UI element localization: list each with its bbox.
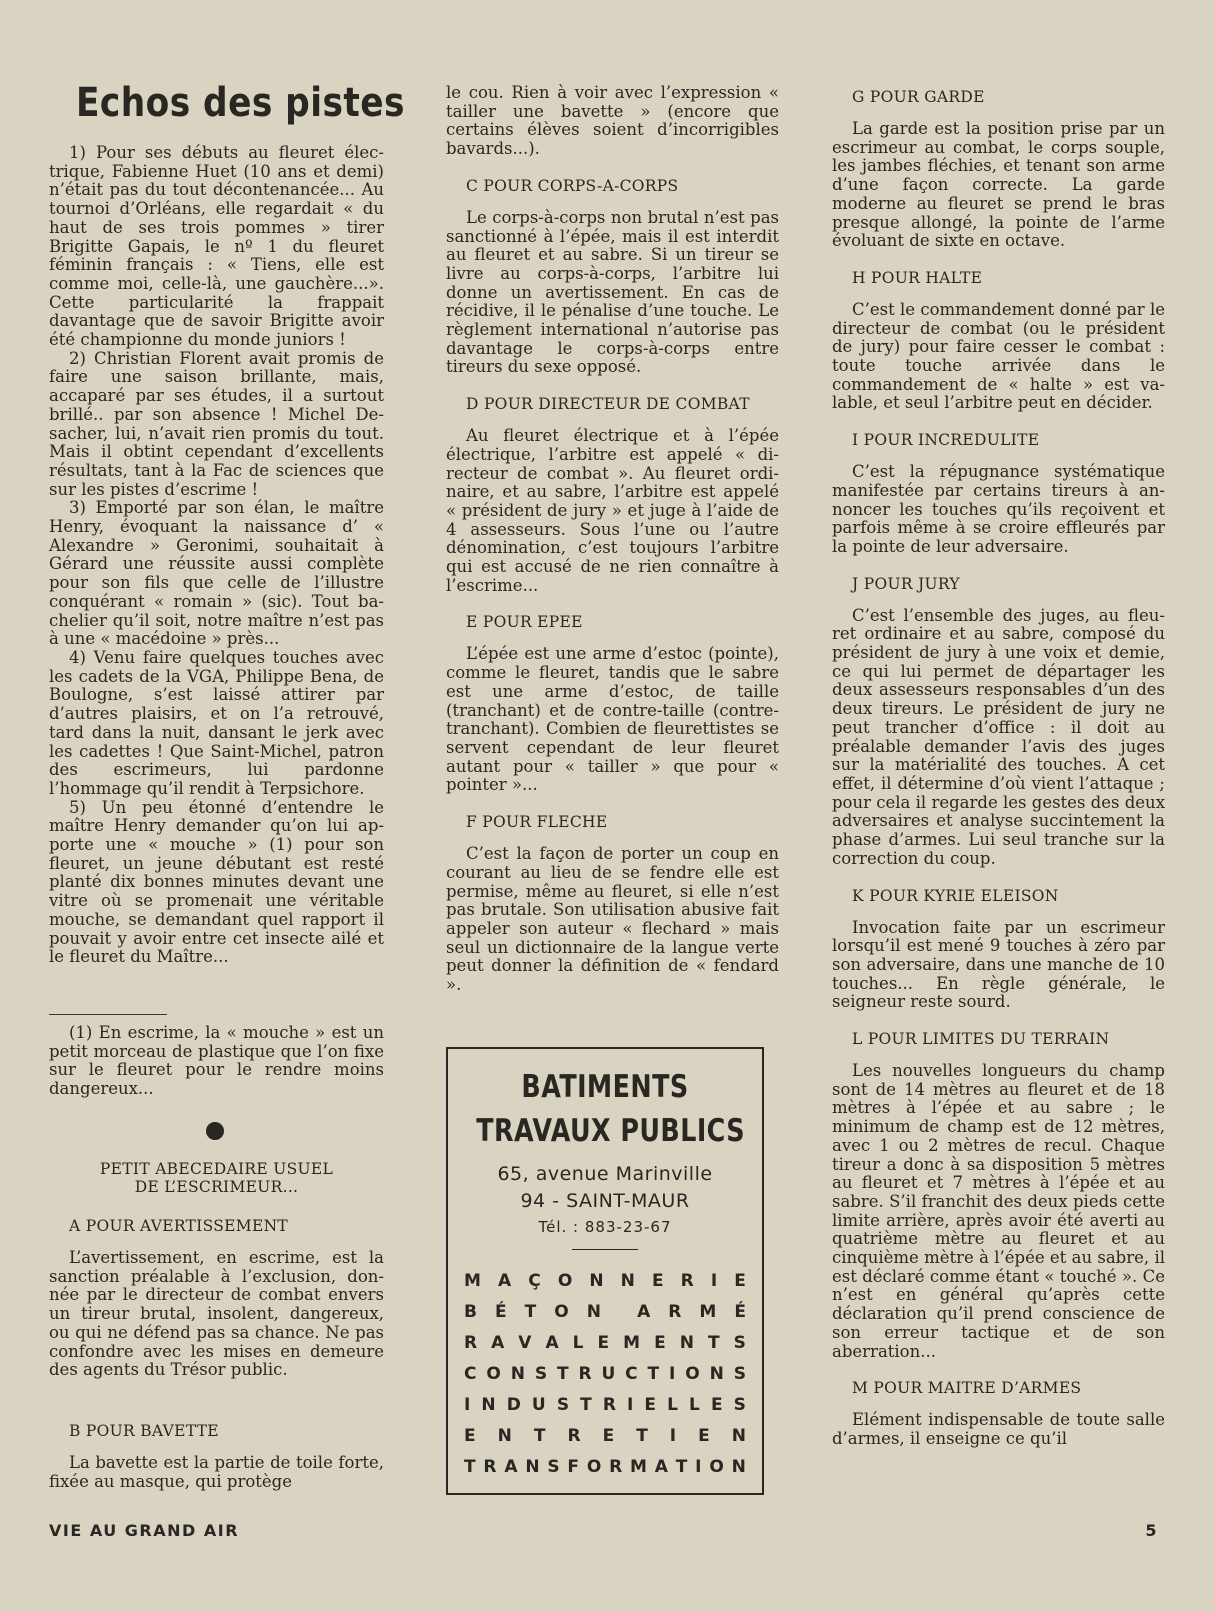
entry-text: L’épée est une arme d’estoc (pointe), comme le fleuret, tandis que le sabre est une arme d’estoc, de taille (tranchant) et de contre-taille (contre-tranchant). Combien de fleurettistes se servent cependant de leur fleuret autant pour « tailler » que pour « pointer »... [446,644,779,795]
entry-text: L’avertissement, en escrime, est la sanction préalable à l’exclusion, donnée par le directeur de combat envers un tireur brutal, insolent, dangereux, ou qui ne défend pas sa chance. Ne pas confondre avec les mises en demeure des agents du Trésor public. [49,1248,384,1380]
entry-heading: C POUR CORPS-A-CORPS [466,176,679,195]
section-bullet [206,1122,224,1140]
column-2 [446,84,779,995]
column-3 [832,88,1165,1449]
ad-divider [572,1249,638,1250]
ad-service: I N D U S T R I E L L E S [464,1395,746,1415]
entry-text: Le corps-à-corps non brutal n’est pas sanctionné à l’épée, mais il est interdit au fleuret et au sabre. Si un tireur se livre au corps-à-corps, l’arbitre lui donne un avertissement. En cas de récidive, il le pénalise d’une touche. Le règlement international n’autorise pas davantage le corps-à-corps entre tireurs du sexe opposé. [446,207,779,377]
entry-heading: K POUR KYRIE ELEISON [852,886,1059,905]
entry-heading: B POUR BAVETTE [69,1422,219,1440]
echo-item: 1) Pour ses débuts au fleuret électrique, Fabienne Huet (10 ans et demi) n’était pas du tout décontenancée... Au tournoi d’Orléans, elle regardait « du haut de ses trois pommes » tirer Brigitte Gapais, le nº 1 du fleuret féminin français : « Tiens, elle est comme moi, celle-là, une gauchère...». Cette particularité la frappait davantage que de savoir Brigitte avoir été championne du monde juniors ! [49,143,384,350]
echo-item: 4) Venu faire quelques touches avec les cadets de la VGA, Philippe Bena, de Boulogne, s’est laissé attirer par d’autres plaisirs, et on l’a retrouvé, tard dans la nuit, dansant le jerk avec les cadettes ! Que Saint-Michel, patron des escrimeurs, lui pardonne l’hommage qu’il rendit à Terpsichore. [49,647,384,798]
entry-heading: A POUR AVERTISSEMENT [69,1217,289,1235]
echo-item: 2) Christian Florent avait promis de faire une saison brillante, mais, accaparé par ses études, il a surtout brillé.. par son absence ! Michel Desacher, lui, n’avait rien promis du tout. Mais il obtint cependant d’excellents résultats, tant à la Fac de sciences que sur les pistes d’escrime ! [49,348,384,499]
article-title: Echos des pistes [76,80,405,126]
ad-company-line1: BATIMENTS [521,1069,689,1105]
entry-b-continued: le cou. Rien à voir avec l’expression « tailler une bavette » (encore que certains élèves soient d’incorrigibles bavards...). [446,83,779,159]
ad-service: B É T O N A R M É [464,1302,746,1322]
entry-text: C’est l’ensemble des juges, au fleuret ordinaire et au sabre, composé du président de jury à une voix et demie, ce qui lui permet de départager les deux assesseurs responsables d’un des deux tireurs. Le président de jury ne peut trancher d’office : il doit au préalable demander l’avis des juges sur la matérialité des touches. A cet effet, il détermine d’où vient l’attaque ; pour cela il regarde les gestes des deux adversaires et analyse succintement la phase d’armes. Lui seul tranche sur la correction du coup. [832,605,1165,868]
entry-text: C’est le commandement donné par le directeur de combat (ou le président de jury) pour faire cesser le combat : toute touche arrivée dans le commandement de « halte » est valable, et seul l’arbitre peut en décider. [832,299,1165,413]
footnote: (1) En escrime, la « mouche » est un petit morceau de plastique que l’on fixe sur le fleuret pour le rendre moins dangereux... [49,1023,384,1099]
entry-heading: J POUR JURY [852,574,960,593]
ad-city: 94 - SAINT-MAUR [520,1190,690,1212]
advertisement-box [446,1047,764,1495]
echo-item: 3) Emporté par son élan, le maître Henry, évoquant la naissance d’ « Alexandre » Geronimi, souhaitait à Gérard une réussite aussi complète pour son fils que celle de l’illustre conquérant « romain » (sic). Tout bachelier qu’il soit, notre maître n’est pas à une « macédoine » près... [49,498,384,649]
entry-heading: F POUR FLECHE [466,813,608,832]
ad-service: R A V A L E M E N T S [464,1333,746,1353]
page-number: 5 [1145,1521,1158,1540]
entry-text: C’est la façon de porter un coup en courant au lieu de se fendre elle est permise, même au fleuret, si elle n’est pas brutale. Son utilisation abusive fait appeler son auteur « flechard » mais seul un dictionnaire de la langue verte peut donner la définition de « fendard ». [446,844,779,995]
ad-service: C O N S T R U C T I O N S [464,1364,746,1384]
entry-heading: E POUR EPEE [466,613,583,632]
ad-address: 65, avenue Marinville [497,1163,713,1185]
ad-service: T R A N S F O R M A T I O N [464,1457,746,1477]
entry-heading: M POUR MAITRE D’ARMES [852,1379,1082,1398]
entry-text: Elément indispensable de toute salle d’armes, il enseigne ce qu’il [832,1410,1165,1448]
footnote-divider [49,1014,167,1015]
entry-b [49,1422,384,1491]
entry-heading: I POUR INCREDULITE [852,431,1040,450]
ad-telephone: Tél. : 883-23-67 [538,1218,672,1236]
entry-heading: D POUR DIRECTEUR DE COMBAT [466,395,750,414]
entry-text: Au fleuret électrique et à l’épée électrique, l’arbitre est appelé « directeur de combat ». Au fleuret ordinaire, et au sabre, l’arbitre est appelé « président de jury » et juge à l’aide de 4 assesseurs. Sous l’une ou l’autre dénomination, c’est toujours l’arbitre qui est accusé de ne rien connaître à l’escrime... [446,426,779,595]
publication-name: VIE AU GRAND AIR [49,1521,240,1540]
echo-item: 5) Un peu étonné d’entendre le maître Henry demander qu’on lui apporte une « mouche » (1) pour son fleuret, un jeune débutant est resté planté dix bonnes minutes devant une vitre où se promenait une véritable mouche, se demandant quel rapport il pouvait y avoir entre cet insecte ailé et le fleuret du Maître... [49,797,384,967]
entry-heading: L POUR LIMITES DU TERRAIN [852,1030,1110,1049]
entry-a [49,1217,384,1380]
ad-service: M A Ç O N N E R I E [464,1271,746,1291]
entry-text: Les nouvelles longueurs du champ sont de 14 mètres au fleuret et de 18 mètres à l’épée et au sabre ; le minimum de champ est de 12 mètres, avec 1 ou 2 mètres de recul. Chaque tireur a donc à sa disposition 5 mètres au fleuret et 7 mètres à l’épée et au sabre. S’il franchit des deux pieds cette limite arrière, après avoir été averti au quatrième mètre au fleuret et au cinquième mètre à l’épée et au sabre, il est déclaré comme étant « touché ». Ce n’est en général qu’après cette déclaration qu’il prend conscience de son erreur tactique et de son aberration... [832,1061,1165,1361]
ad-company-line2: TRAVAUX PUBLICS [476,1113,745,1149]
column-1 [49,144,384,967]
ad-service: E N T R E T I E N [464,1426,746,1446]
entry-text: C’est la répugnance systématique manifestée par certains tireurs à annoncer les touches qu’ils reçoivent et parfois même à se croire effleurés par la pointe de leur adversaire. [832,462,1165,556]
entry-heading: G POUR GARDE [852,88,985,106]
abecedaire-title: PETIT ABECEDAIRE USUEL DE L’ESCRIMEUR... [99,1160,334,1196]
footnote-block [49,1024,384,1099]
entry-text: La garde est la position prise par un escrimeur au combat, le corps souple, les jambes fléchies, et tenant son arme d’une façon correcte. La garde moderne au fleuret se prend le bras presque allongé, la pointe de l’arme évoluant de sixte en octave. [832,119,1165,251]
entry-text: Invocation faite par un escrimeur lorsqu’il est mené 9 touches à zéro par son adversaire, dans une manche de 10 touches... En règle générale, le seigneur reste sourd. [832,917,1165,1012]
entry-heading: H POUR HALTE [852,268,983,287]
entry-text: La bavette est la partie de toile forte, fixée au masque, qui protège [49,1453,384,1491]
